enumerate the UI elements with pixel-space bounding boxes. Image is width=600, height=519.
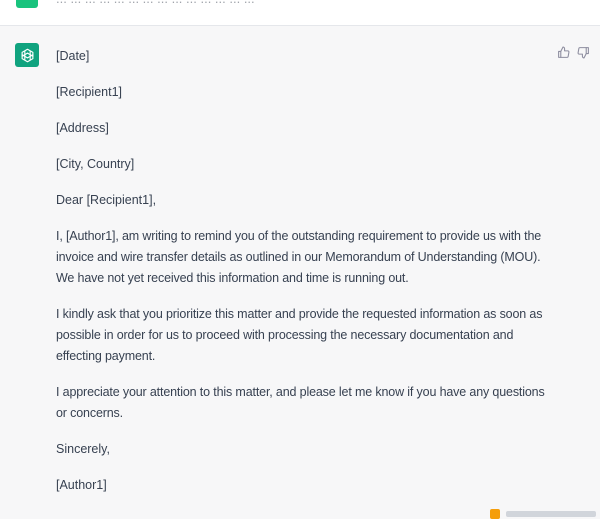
- letter-recipient: [Recipient1]: [56, 85, 123, 99]
- watermark-text-shape: [506, 511, 596, 517]
- assistant-message: [56, 46, 556, 511]
- letter-city-country: [City, Country]: [56, 157, 135, 171]
- previous-message-strip: [0, 0, 600, 26]
- letter-salutation: Dear [Recipient1],: [56, 193, 157, 207]
- openai-logo-icon: [15, 43, 39, 67]
- watermark-icon: [490, 509, 500, 519]
- thumbs-up-icon[interactable]: [556, 45, 570, 59]
- watermark: [490, 506, 600, 512]
- letter-signature: [Author1]: [56, 478, 107, 492]
- previous-message-text: [56, 0, 255, 6]
- letter-address: [Address]: [56, 121, 109, 135]
- letter-date: [Date]: [56, 49, 90, 63]
- letter-paragraph-3: I appreciate your attention to this matter, and please let me know if you have any questions or concerns.: [56, 385, 545, 420]
- thumbs-down-icon[interactable]: [576, 45, 590, 59]
- letter-closing: Sincerely,: [56, 442, 110, 456]
- user-avatar: [16, 0, 38, 8]
- letter-paragraph-1: I, [Author1], am writing to remind you of the outstanding requirement to provide us with the invoice and wire transfer details as outlined in our Memorandum of Understanding (MOU). We have not yet received this information and time is running out.: [56, 229, 542, 285]
- letter-paragraph-2: I kindly ask that you prioritize this matter and provide the requested information as soon as possible in order for us to proceed with processing the necessary documentation and effecting payment.: [56, 307, 543, 363]
